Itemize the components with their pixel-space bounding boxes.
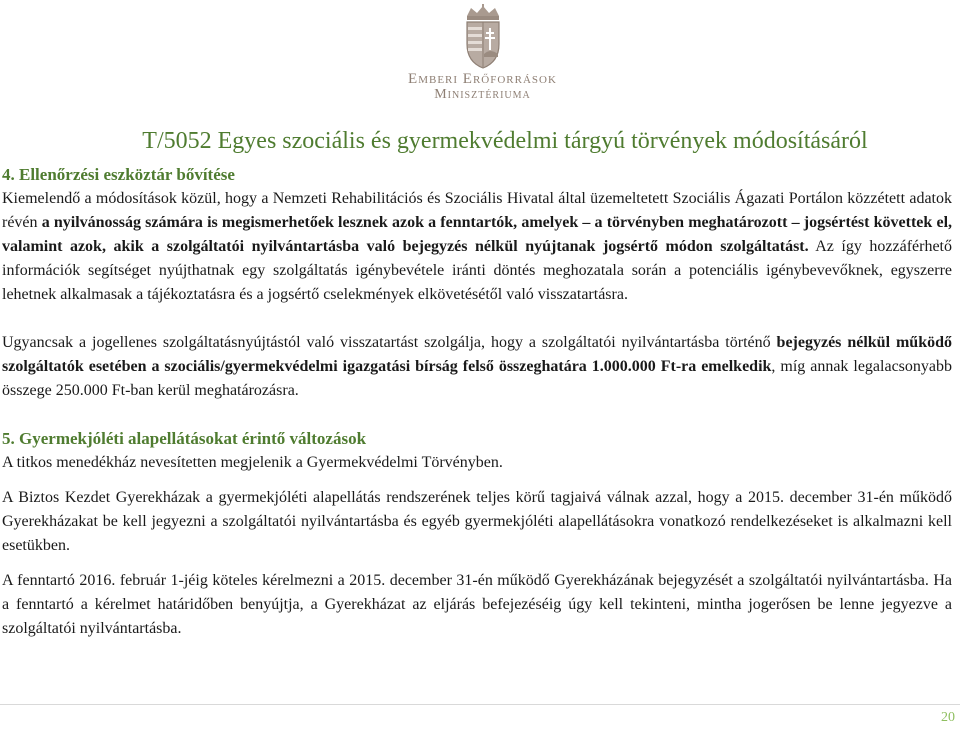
text-run: Az így hozzáférhető információk segítséget nyújthatnak egy szolgáltatás igénybevétele iránti döntés meghozatala során a potenciális igénybevevőknek, egyszerre lehetnek alkalmasak a tájékoztatásra és a jogsértő cselekmények elkövetésétől való visszatartásra.: [2, 238, 952, 303]
logo-text-line2: Minisztériuma: [434, 87, 531, 102]
ministry-logo: [395, 4, 570, 106]
section-5-heading: 5. Gyermekjóléti alapellátásokat érintő változások: [2, 429, 367, 448]
section-4-paragraph-1: [2, 187, 952, 307]
text-run: Kiemelendő a módosítások közül, hogy a Nemzeti Rehabilitációs és Szociális Hivatal által üzemeltetett Szociális Ágazati Portálon közzétett adatok révén: [2, 190, 952, 231]
paragraph-gap: [2, 475, 952, 486]
logo-text-line1: Emberi Erőforrások: [408, 71, 557, 87]
section-5-paragraph-3: A fenntartó 2016. február 1-jéig köteles kérelmezni a 2015. december 31-én működő Gyerekházának bejegyzését a szolgáltatói nyilvántartásba. Ha a fenntartó a kérelmet határidőben benyújtja, a Gyerekházat az eljárás befejezéséig úgy kell tekinteni, mintha jogerősen be lenne jegyezve a szolgáltatói nyilvántartásba.: [2, 572, 952, 637]
page-number: 20: [941, 710, 955, 725]
bold-text-run: a nyilvánosság számára is megismerhetőek lesznek azok a fenntartók, amelyek – a törvényben meghatározott – jogsértést követtek el, valamint azok, akik a szolgáltatói nyilvántartásba való bejegyzés nélkül nyújtanak jogsértő módon szolgáltatást.: [2, 214, 953, 255]
coat-of-arms-icon: [453, 4, 513, 70]
text-run: Ugyancsak a jogellenes szolgáltatásnyújtástól való visszatartást szolgálja, hogy a szolgáltatói nyilvántartásba történő: [2, 334, 777, 351]
text-run: , míg annak legalacsonyabb összege 250.000 Ft-ban kerül meghatározásra.: [2, 358, 953, 399]
paragraph-gap: [2, 307, 952, 331]
document-body: [2, 163, 952, 641]
section-5-paragraph-2: A Biztos Kezdet Gyerekházak a gyermekjóléti alapellátás rendszerének teljes körű tagjaivá válnak azzal, hogy a 2015. december 31-én működő Gyerekházakat be kell jegyezni a szolgáltatói nyilvántartásba és egyéb gyermekjóléti alapellátásokra vonatkozó rendelkezéseket is alkalmazni kell esetükben.: [2, 489, 952, 554]
section-5-paragraph-1: A titkos menedékház nevesítetten megjelenik a Gyermekvédelmi Törvényben.: [2, 454, 503, 471]
footer-divider: [0, 704, 960, 705]
section-4-heading: 4. Ellenőrzési eszköztár bővítése: [2, 165, 235, 184]
paragraph-gap: [2, 403, 952, 427]
bold-text-run: bejegyzés nélkül működő szolgáltatók esetében a szociális/gyermekvédelmi igazgatási bírság felső összeghatára 1.000.000 Ft-ra emelkedik: [2, 334, 952, 375]
paragraph-gap: [2, 558, 952, 569]
page-title: T/5052 Egyes szociális és gyermekvédelmi tárgyú törvények módosításáról: [142, 128, 868, 154]
section-4-paragraph-2: [2, 331, 952, 403]
